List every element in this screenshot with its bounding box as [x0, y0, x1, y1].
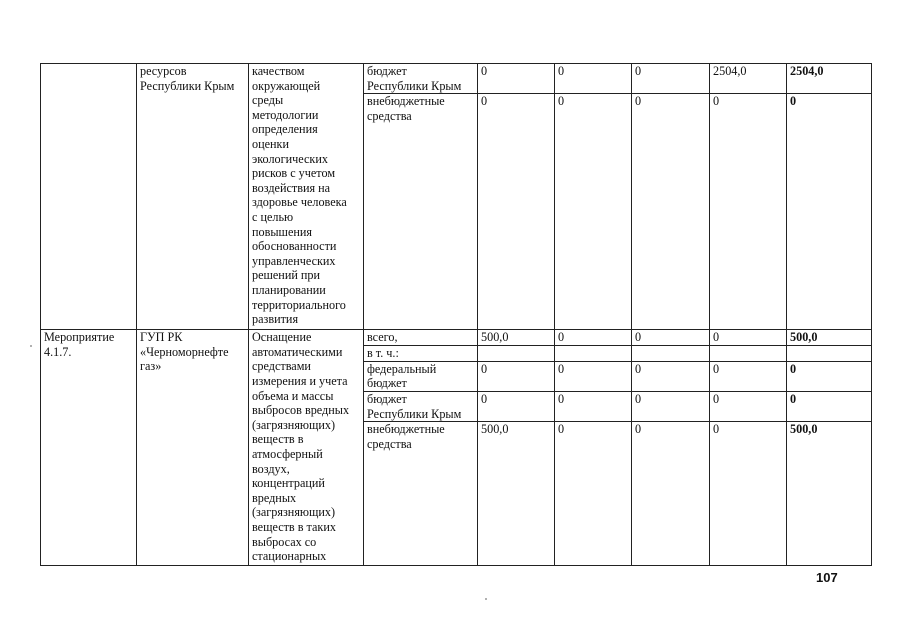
funding-source-cell: в т. ч.: — [364, 346, 478, 362]
value-cell: 0 — [478, 391, 555, 421]
funding-source-cell: внебюджетные средства — [364, 422, 478, 566]
value-cell: 0 — [632, 391, 710, 421]
value-cell: 500,0 — [478, 330, 555, 346]
funding-source-cell: бюджет Республики Крым — [364, 391, 478, 421]
value-cell: 0 — [478, 64, 555, 94]
value-cell: 0 — [632, 94, 710, 330]
total-cell — [787, 346, 872, 362]
value-cell: 0 — [710, 94, 787, 330]
funding-source-cell: бюджет Республики Крым — [364, 64, 478, 94]
total-cell: 0 — [787, 361, 872, 391]
value-cell: 0 — [555, 422, 632, 566]
value-cell: 0 — [632, 422, 710, 566]
measure-cell — [41, 64, 137, 330]
value-cell: 2504,0 — [710, 64, 787, 94]
total-cell: 2504,0 — [787, 64, 872, 94]
measure-cell: Мероприятие 4.1.7. — [41, 330, 137, 566]
executor-cell: ГУП РК «Черноморнефте газ» — [137, 330, 249, 566]
value-cell: 0 — [710, 330, 787, 346]
budget-table — [40, 63, 872, 566]
value-cell: 500,0 — [478, 422, 555, 566]
value-cell — [632, 346, 710, 362]
page-number: 107 — [816, 570, 838, 585]
value-cell: 0 — [555, 330, 632, 346]
value-cell: 0 — [710, 422, 787, 566]
total-cell: 500,0 — [787, 330, 872, 346]
value-cell — [478, 346, 555, 362]
total-cell: 500,0 — [787, 422, 872, 566]
funding-source-cell: внебюджетные средства — [364, 94, 478, 330]
total-cell: 0 — [787, 391, 872, 421]
description-cell: качеством окружающей среды методологии определения оценки экологических рисков с учетом воздействия на здоровье человека с целью повышения обоснованности управленческих решений при планировании территориального развития — [249, 64, 364, 330]
description-cell: Оснащение автоматическими средствами измерения и учета объема и массы выбросов вредных (загрязняющих) веществ в атмосферный воздух, концентраций вредных (загрязняющих) веществ в таких выбросах со стационарных — [249, 330, 364, 566]
value-cell: 0 — [632, 361, 710, 391]
value-cell: 0 — [710, 361, 787, 391]
value-cell — [555, 346, 632, 362]
value-cell: 0 — [478, 361, 555, 391]
value-cell: 0 — [478, 94, 555, 330]
value-cell: 0 — [632, 330, 710, 346]
total-cell: 0 — [787, 94, 872, 330]
table-row — [41, 64, 872, 94]
value-cell: 0 — [555, 361, 632, 391]
value-cell — [710, 346, 787, 362]
executor-cell: ресурсов Республики Крым — [137, 64, 249, 330]
scan-speck — [30, 345, 32, 347]
funding-source-cell: всего, — [364, 330, 478, 346]
funding-source-cell: федеральный бюджет — [364, 361, 478, 391]
table-row — [41, 330, 872, 346]
scan-speck — [485, 598, 487, 600]
value-cell: 0 — [632, 64, 710, 94]
value-cell: 0 — [555, 94, 632, 330]
value-cell: 0 — [555, 391, 632, 421]
value-cell: 0 — [555, 64, 632, 94]
value-cell: 0 — [710, 391, 787, 421]
